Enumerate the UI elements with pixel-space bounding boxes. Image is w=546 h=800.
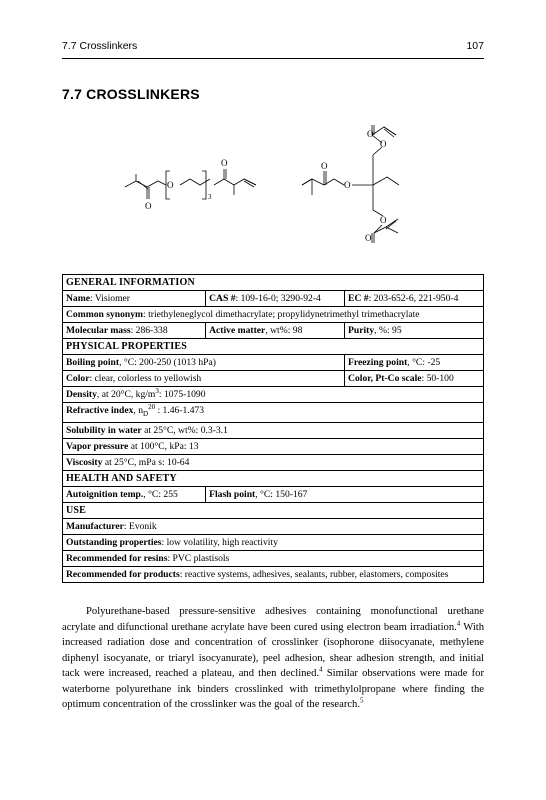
chemical-structures xyxy=(62,115,484,265)
active-matter-cell: Active matter, wt%: 98 xyxy=(206,323,345,339)
header-rule xyxy=(62,58,484,59)
freezing-point-cell: Freezing point, °C: -25 xyxy=(345,355,484,371)
svg-text:O: O xyxy=(167,180,174,190)
oxygen-label: O xyxy=(145,201,152,211)
section-use: USE xyxy=(63,502,484,518)
running-header xyxy=(62,40,484,56)
page-number: 107 xyxy=(466,40,484,52)
properties-table xyxy=(62,274,484,583)
density-cell: Density, at 20°C, $kg/m^3$: 1075-1090 xyxy=(63,387,484,403)
synonym-cell: Common synonym: triethyleneglycol dimethacrylate; propylidynetrimethyl trimethacrylate xyxy=(63,307,484,323)
outstanding-properties-cell: Outstanding properties: low volatility, high reactivity xyxy=(63,534,484,550)
svg-text:O: O xyxy=(321,161,328,171)
svg-text:O: O xyxy=(380,215,387,225)
structure-triethyleneglycol-dimethacrylate xyxy=(125,169,256,199)
ec-cell: EC #: 203-652-6, 221-950-4 xyxy=(345,291,484,307)
running-header-section: 7.7 Crosslinkers xyxy=(62,40,138,52)
autoignition-cell: Autoignition temp., °C: 255 xyxy=(63,486,206,502)
mass-cell: Molecular mass: 286-338 xyxy=(63,323,206,339)
recommended-resins-cell: Recommended for resins: PVC plastisols xyxy=(63,550,484,566)
svg-text:O: O xyxy=(380,139,387,149)
recommended-products-cell: Recommended for products: reactive systems, adhesives, sealants, rubber, elastomers, composites xyxy=(63,566,484,582)
name-cell: Name: Visiomer xyxy=(63,291,206,307)
color-pt-co-cell: Color, Pt-Co scale: 50-100 xyxy=(345,371,484,387)
purity-cell: Purity, %: 95 xyxy=(345,323,484,339)
paragraph: Polyurethane-based pressure-sensitive adhesives containing monofunctional urethane acrylate and difunctional urethane acrylate have been cured using electron beam irradiation.$^4$ With increased radiation dose and concentration of crosslinker (isophorone diisocyanate, methylene diphenyl isocyanate, or triaryl isocyanurate), peel adhesion, shear adhesion strength, and initial tack were increased, reached a plateau, and then declined.$^4$ Similar observations were made for waterborne polyurethane ink binders crosslinked with trimethylolpropane where finding the optimum concentration of the crosslinker was the goal of the research.$^5$ xyxy=(62,606,484,710)
svg-text:O: O xyxy=(367,129,374,139)
section-general-information: GENERAL INFORMATION xyxy=(63,275,484,291)
section-health-and-safety: HEALTH AND SAFETY xyxy=(63,470,484,486)
manufacturer-cell: Manufacturer: Evonik xyxy=(63,518,484,534)
vapor-pressure-cell: Vapor pressure at 100°C, kPa: 13 xyxy=(63,438,484,454)
body-text xyxy=(62,604,484,713)
section-title: 7.7 CROSSLINKERS xyxy=(62,86,200,102)
flash-point-cell: Flash point, °C: 150-167 xyxy=(206,486,484,502)
svg-text:O: O xyxy=(365,233,372,243)
color-cell: Color: clear, colorless to yellowish xyxy=(63,371,345,387)
boiling-point-cell: Boiling point, °C: 200-250 (1013 hPa) xyxy=(63,355,345,371)
svg-text:O: O xyxy=(221,158,228,168)
refractive-index-cell: Refractive index, $n_D^{20}$ : 1.46-1.473 xyxy=(63,403,484,423)
section-physical-properties: PHYSICAL PROPERTIES xyxy=(63,339,484,355)
cas-cell: CAS #: 109-16-0; 3290-92-4 xyxy=(206,291,345,307)
svg-text:O: O xyxy=(344,180,351,190)
viscosity-cell: Viscosity at 25°C, mPa s: 10-64 xyxy=(63,454,484,470)
solubility-cell: Solubility in water at 25°C, wt%: 0.3-3.1 xyxy=(63,422,484,438)
repeat-subscript: 3 xyxy=(208,193,212,201)
